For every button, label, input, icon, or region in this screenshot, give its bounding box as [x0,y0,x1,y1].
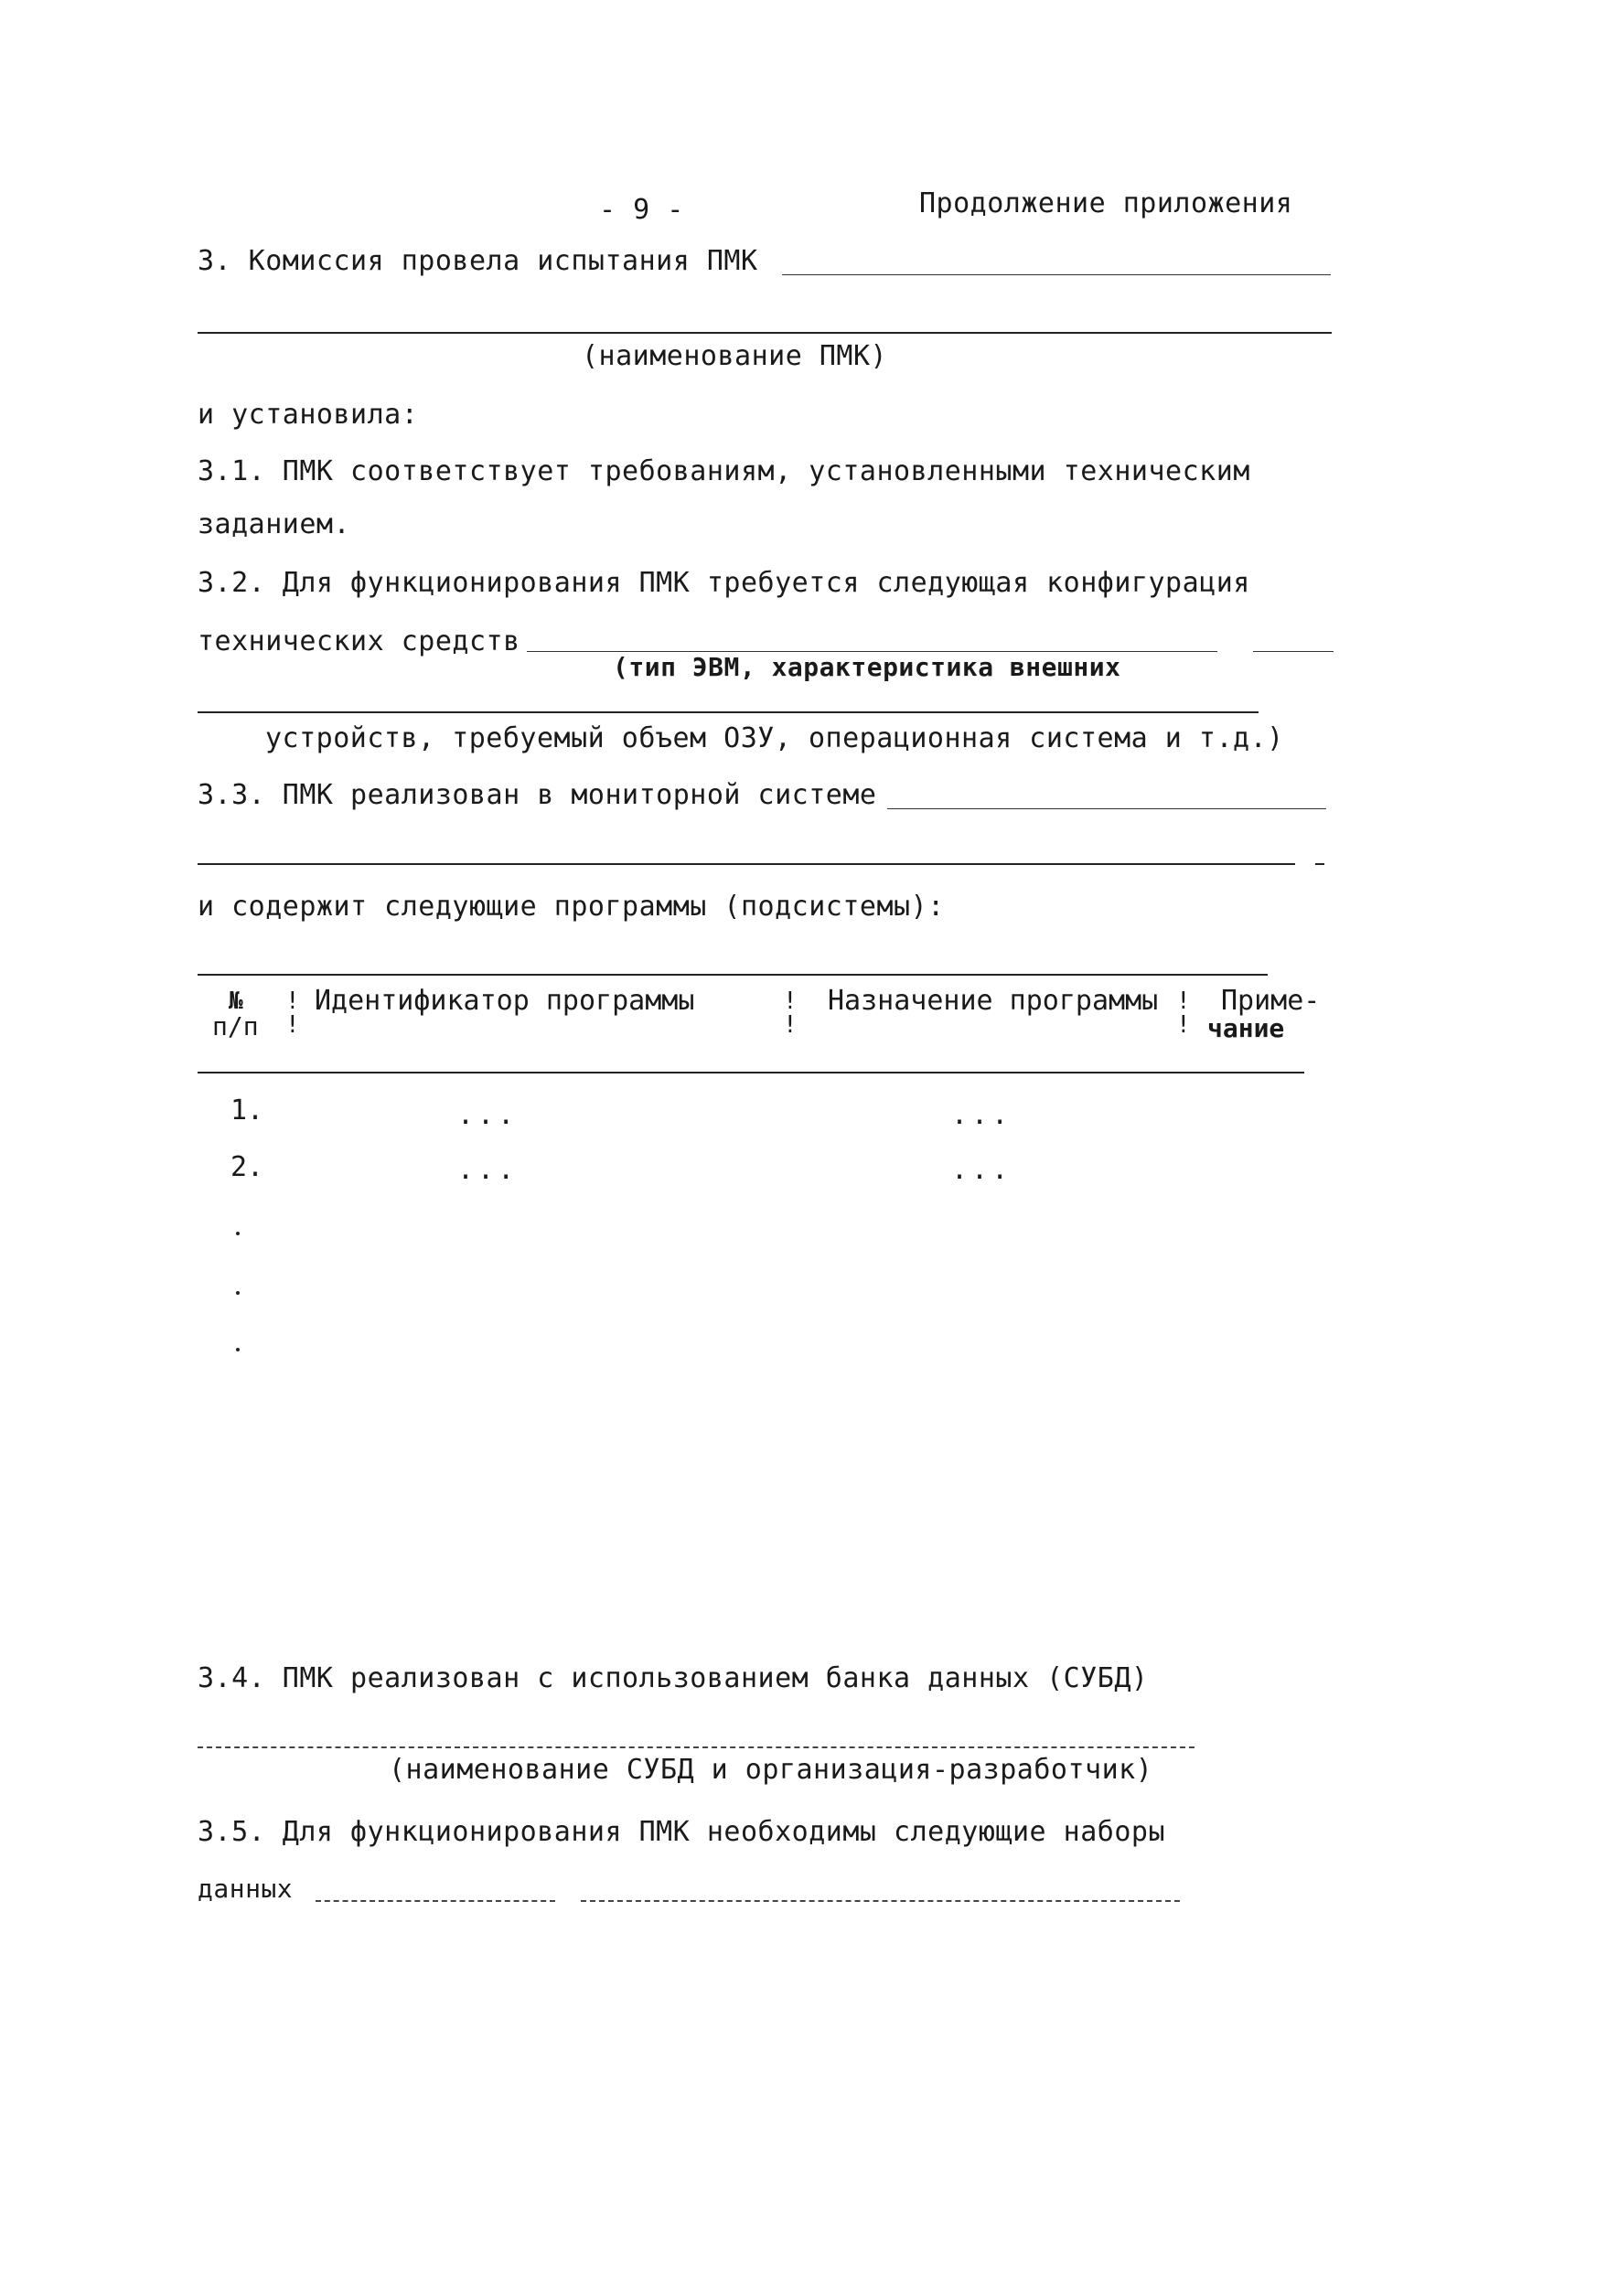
table-header-bottom-rule [198,1072,1304,1073]
hardware-caption-1: (тип ЭВМ, характеристика внешних [613,652,1121,682]
table-row-1-purpose: ... [951,1099,1012,1131]
table-header-separator-2: ! ! [783,988,798,1039]
monitor-system-blank-1 [887,808,1326,809]
continuation-dot-2 [236,1291,240,1295]
dbms-caption: (наименование СУБД и организация-разработчик) [389,1754,1153,1786]
page-number: - 9 - [599,194,684,226]
paragraph-3-5-line-1: 3.5. Для функционирования ПМК необходимы следующие наборы [198,1816,1166,1848]
continuation-dot-1 [236,1232,240,1235]
table-row-1-identifier: ... [457,1099,519,1131]
hardware-blank-1b [1253,651,1334,652]
table-row-2-num: 2. [230,1151,264,1183]
table-header-num-line-2: п/п [212,1011,259,1041]
pmk-name-caption: (наименование ПМК) [582,340,888,372]
table-header-separator-1: ! ! [285,988,300,1039]
continuation-dot-3 [236,1348,240,1351]
established-label: и установила: [198,399,419,431]
monitor-system-blank-2b [1315,863,1324,865]
table-header-note-line-2: чание [1207,1013,1285,1043]
paragraph-3-2-line-1: 3.2. Для функционирования ПМК требуется следующая конфигурация [198,567,1250,599]
paragraph-3-4: 3.4. ПМК реализован с использованием банка данных (СУБД) [198,1662,1149,1694]
paragraph-3-2-line-2: технических средств [198,625,520,657]
programs-intro: и содержит следующие программы (подсистемы): [198,891,945,923]
paragraph-3-1-line-1: 3.1. ПМК соответствует требованиям, установленными техническим [198,455,1250,487]
pmk-name-blank-2 [198,332,1332,334]
table-header-identifier: Идентификатор программы [315,985,695,1017]
pmk-name-blank-1 [782,274,1331,275]
paragraph-3-3: 3.3. ПМК реализован в мониторной системе [198,779,877,811]
table-row-2-purpose: ... [951,1154,1012,1186]
table-header-num-line-1: № [229,988,243,1015]
section-3-intro: 3. Комиссия провела испытания ПМК [198,245,758,277]
table-header-note-line-1: Приме- [1221,985,1321,1017]
table-top-rule [198,974,1268,976]
table-row-1-num: 1. [230,1095,264,1127]
paragraph-3-1-line-2: заданием. [198,508,351,540]
monitor-system-blank-2 [198,863,1295,865]
table-header-separator-3: ! ! [1176,988,1191,1039]
paragraph-3-5-line-2: данных [198,1874,294,1904]
hardware-caption-2: устройств, требуемый объем ОЗУ, операционная система и т.д.) [265,722,1284,754]
table-header-purpose: Назначение программы [828,985,1159,1017]
datasets-blank-2 [581,1900,1180,1902]
continuation-label: Продолжение приложения [919,187,1293,219]
dbms-blank [198,1746,1195,1748]
table-row-2-identifier: ... [457,1154,519,1186]
datasets-blank-1 [316,1900,555,1902]
hardware-blank-2 [198,711,1259,713]
